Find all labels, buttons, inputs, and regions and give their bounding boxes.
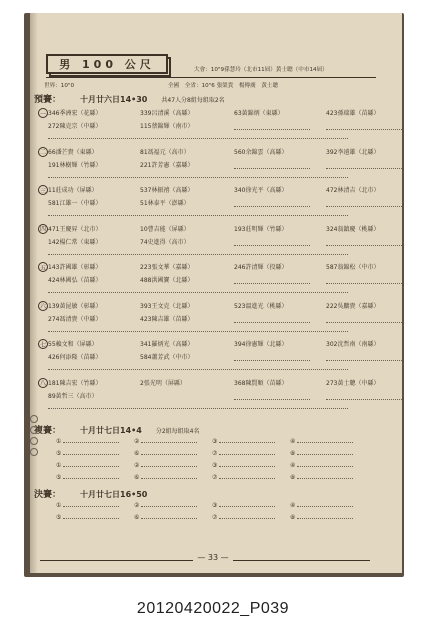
lane-number: ② [134,502,140,509]
heat-number: 二 [38,147,48,157]
heat-block [38,108,378,142]
lane-slot [134,474,197,481]
heat-entry: 472林清吉（北市） [326,187,380,194]
title-rule [46,77,376,78]
heat-entry: 74史進得（高市） [140,238,190,246]
lane-row [56,502,376,512]
blank-line [297,442,353,443]
blank-line [297,466,353,467]
heat-entry: 221許芳憲（嘉縣） [140,161,194,169]
heat-entry: 10曹吉能（屏縣） [140,225,190,233]
heat-entry: 368陳賢順（苗縣） [234,379,288,387]
record-conference: 大會：10"9孫慧玲（北市11屆）黃士聰（中市14屆） [194,67,328,73]
lane-number: ④ [290,462,296,469]
lane-slot [56,474,119,481]
blank-line [219,466,275,467]
heat-entry: 2張光明（屏縣） [140,379,186,387]
heat-entry: 11莊成功（屏縣） [48,187,98,194]
blank-line [63,454,119,455]
lane-number: ② [134,462,140,469]
heat-block [38,185,378,219]
lane-slot [290,474,353,481]
lane-number: ⑧ [290,514,296,521]
heat-entry: 181陳吉宏（竹縣） [48,379,102,387]
heat-number: 三 [38,185,48,195]
heat-entry: 89黃哲三（高市） [48,392,98,400]
blank-line [141,506,197,507]
heat-entry: 51林泰平（澎縣） [140,200,190,207]
heat-entry: 222吳鵬貴（嘉縣） [326,302,380,310]
blank-line [234,168,310,169]
blank-line [234,206,310,207]
prelim-date: 十月廿六日14•30 [80,95,148,104]
heat-separator [48,138,348,139]
heat-entry: 272陳克宗（中縣） [48,123,102,130]
blank-line [297,506,353,507]
lane-slot [134,502,197,509]
lane-slot [290,514,353,521]
blank-line [219,506,275,507]
heat-entry: 142楊仁常（東縣） [48,238,102,246]
lane-slot [56,502,119,509]
heat-entry: 392李遠雄（北縣） [326,148,380,156]
heat-block [38,378,378,412]
lane-slot [134,450,197,457]
lane-number: ⑤ [56,450,62,457]
heat-entry: 346季洲宏（花縣） [48,110,102,117]
lane-number: ② [134,438,140,445]
heat-entry: 66潘芒貴（東縣） [48,148,98,156]
heat-entry: 587翁錦松（中市） [326,264,380,271]
record-world: 世界：10"0 [44,83,75,89]
event-title: 男 100 公尺 [46,54,168,74]
blank-line [63,518,119,519]
lane-number: ⑦ [212,450,218,457]
blank-line [219,478,275,479]
heat-entry: 426何添隆（苗縣） [48,354,102,361]
blank-line [234,360,310,361]
lane-number: ③ [212,502,218,509]
binding-hole [30,448,38,456]
blank-line [141,454,197,455]
lane-slot [212,438,275,445]
blank-line [234,245,310,246]
blank-line [234,129,310,130]
prelim-note: 共47人分8組每組取2名 [161,97,225,104]
lane-row [56,514,376,524]
lane-slot [212,462,275,469]
heat-block [38,262,378,296]
heat-block [38,301,378,335]
heat-entry: 488洪國寶（北縣） [140,277,194,284]
heat-entry: 139黃昆敏（彰縣） [48,302,102,310]
heat-block [38,147,378,181]
blank-line [219,442,275,443]
blank-line [141,466,197,467]
blank-line [326,206,402,207]
blank-line [297,454,353,455]
heat-entry: 63黃錦炳（東縣） [234,110,284,117]
heat-entry: 246許清輝（投縣） [234,264,288,271]
blank-line [234,399,310,400]
heat-entry: 223張文華（嘉縣） [140,264,194,271]
lane-row [56,450,376,460]
binding-hole [30,415,38,423]
lane-slot [290,450,353,457]
heat-entry: 423孫瑞雄（苗縣） [326,110,380,117]
heat-entry: 274馮清貴（中縣） [48,315,102,323]
blank-line [63,478,119,479]
heat-number: 八 [38,378,48,388]
lane-number: ⑥ [134,514,140,521]
lane-number: ⑥ [134,474,140,481]
lane-slot [290,502,353,509]
heat-separator [48,215,348,216]
lane-slot [134,438,197,445]
lane-number: ① [56,438,62,445]
lane-slot [56,462,119,469]
heat-entry: 471王慶昇（北市） [48,225,102,233]
heat-entry: 55賴文和（屏縣） [48,341,98,348]
lane-number: ⑥ [134,450,140,457]
heat-number: 四 [38,224,48,234]
lane-slot [134,514,197,521]
record-national: 全國 全省：10"6 張榮貴 楊傳廣 黃士聰 [168,83,279,89]
page-number-text: — 33 — [193,553,232,562]
lane-slot [212,502,275,509]
heat-entry: 340徐光平（高縣） [234,187,288,194]
heat-entry: 324翁鎮慶（桃縣） [326,225,380,233]
final-date: 十月廿七日16•50 [80,490,148,499]
lane-number: ⑧ [290,474,296,481]
semi-note: 分2組每組取4名 [155,428,200,435]
heat-number: 七 [38,339,48,349]
lane-slot [290,462,353,469]
lane-slot [56,514,119,521]
heat-entry: 537林振禧（高縣） [140,187,194,194]
heat-separator [48,369,348,370]
heat-entry: 193莊明輝（竹縣） [234,225,288,233]
blank-line [219,454,275,455]
heat-separator [48,177,348,178]
prelim-label: 預賽： [34,95,62,105]
lane-slot [212,514,275,521]
heat-separator [48,408,348,409]
blank-line [326,399,402,400]
heat-separator [48,292,348,293]
lane-slot [290,438,353,445]
heat-entry: 273黃士聰（中縣） [326,379,380,387]
heat-entry: 560余錦雲（高縣） [234,148,288,156]
semi-date: 十月廿七日14•4 [80,426,142,435]
lane-number: ① [56,502,62,509]
lane-slot [212,474,275,481]
blank-line [63,466,119,467]
heat-block [38,339,378,373]
blank-line [141,518,197,519]
heat-entry: 424林國弘（苗縣） [48,277,102,284]
heat-block [38,224,378,258]
blank-line [219,518,275,519]
lane-number: ⑧ [290,450,296,457]
heat-number: 一 [38,108,48,118]
heat-entry: 341羅炳光（高縣） [140,341,194,348]
blank-line [297,478,353,479]
blank-line [141,442,197,443]
lane-number: ③ [212,462,218,469]
heat-entry: 191林樹輝（竹縣） [48,161,102,169]
blank-line [326,168,402,169]
heat-entry: 115蔡錦輝（南市） [140,123,194,130]
blank-line [297,518,353,519]
lane-number: ④ [290,502,296,509]
blank-line [326,245,402,246]
lane-slot [56,438,119,445]
final-heading [34,487,161,500]
lane-slot [56,450,119,457]
heat-entry: 423陳吉雄（苗縣） [140,315,194,323]
final-label: 決賽： [34,490,62,500]
heat-entry: 393王文克（北縣） [140,302,194,310]
heat-entry: 143許國雄（彰縣） [48,264,102,271]
blank-line [234,283,310,284]
heat-entry: 581江雄一（中縣） [48,200,102,207]
heat-entry: 584蕭芳武（中市） [140,354,194,361]
blank-line [326,360,402,361]
heat-entry: 302沈哲南（南縣） [326,341,380,348]
binding-hole [30,437,38,445]
blank-line [326,322,402,323]
binding-holes [30,415,42,456]
lane-row [56,462,376,472]
heat-entry: 523溫進光（桃縣） [234,302,288,310]
blank-line [326,129,402,130]
heat-number: 六 [38,301,48,311]
heat-entry: 394徐憲輝（北縣） [234,341,288,348]
lane-row [56,438,376,448]
image-caption: 20120420022_P039 [136,600,290,617]
blank-line [326,283,402,284]
heat-separator [48,254,348,255]
heat-number: 五 [38,262,48,272]
page-number [0,553,426,562]
blank-line [234,322,310,323]
prelim-heading [34,92,225,105]
lane-number: ③ [212,438,218,445]
binding-hole [30,426,38,434]
blank-line [63,506,119,507]
blank-line [63,442,119,443]
lane-number: ⑦ [212,474,218,481]
heat-entry: 339呂清溪（高縣） [140,110,194,117]
blank-line [141,478,197,479]
heat-entry: 81馮福元（高市） [140,148,190,156]
semi-heading [34,423,199,436]
lane-number: ⑤ [56,514,62,521]
lane-number: ④ [290,438,296,445]
heat-separator [48,331,348,332]
lane-number: ① [56,462,62,469]
lane-slot [134,462,197,469]
lane-number: ⑤ [56,474,62,481]
lane-number: ⑦ [212,514,218,521]
semi-label: 複賽： [34,426,62,436]
lane-row [56,474,376,484]
lane-slot [212,450,275,457]
